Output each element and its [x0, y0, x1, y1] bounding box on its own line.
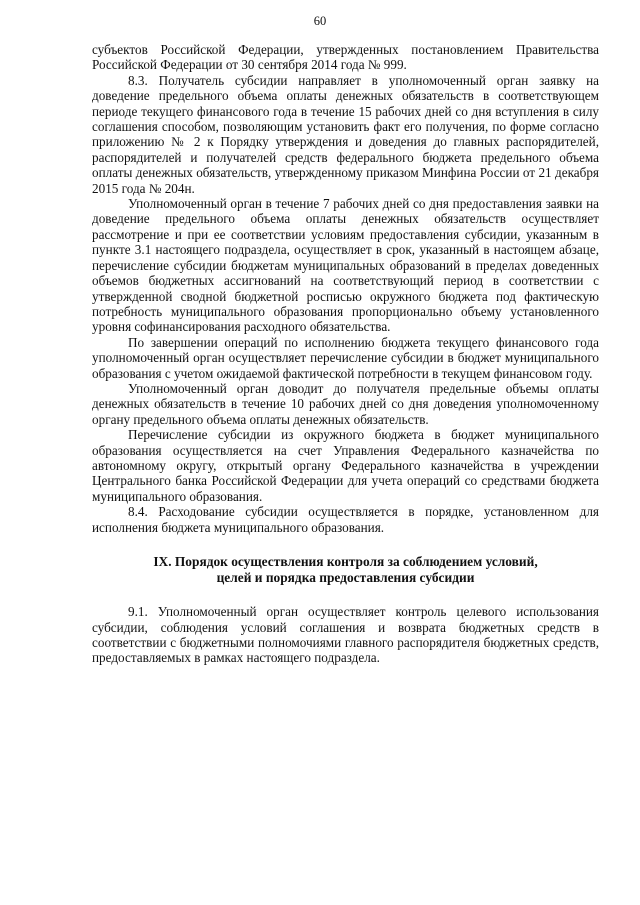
page-number: 60	[313, 14, 327, 28]
paragraph-9-1: 9.1. Уполномоченный орган осуществляет контроль целевого использования субсидии, соблюдения условий соглашения и возврата бюджетных средств в соответствии с бюджетными полномочиями главного распорядителя бюджетных средств, предоставляемых в рамках настоящего подраздела.	[92, 604, 599, 666]
section-heading-line-2: целей и порядка предоставления субсидии	[216, 569, 475, 585]
paragraph-8-3: 8.3. Получатель субсидии направляет в уполномоченный орган заявку на доведение предельного объема оплаты денежных обязательств в соответствующем периоде текущего финансового года в течение 15 рабочих дней со дня вступления в силу соглашения способом, позволяющим установить факт его получения, по форме согласно приложению № 2 к Порядку утверждения и доведения до главных распорядителей, распорядителей и получателей средств федерального бюджета предельного объема оплаты денежных обязательств, утвержденному приказом Минфина России от 21 декабря 2015 года № 204н.	[92, 72, 599, 196]
paragraph-8-4: 8.4. Расходование субсидии осуществляется в порядке, установленном для исполнения бюджета муниципального образования.	[92, 504, 599, 535]
document-body	[92, 42, 599, 666]
section-heading-line-1: IX. Порядок осуществления контроля за соблюдением условий,	[153, 554, 538, 569]
section-heading	[92, 554, 599, 585]
paragraph-limits: Уполномоченный орган доводит до получателя предельные объемы оплаты денежных обязательств в течение 10 рабочих дней со дня доведения уполномоченному органу предельного объема оплаты денежных обязательств.	[92, 380, 599, 427]
paragraph-continuation: субъектов Российской Федерации, утвержденных постановлением Правительства Российской Федерации от 30 сентября 2014 года № 999.	[92, 42, 599, 73]
paragraph-transfer: Перечисление субсидии из окружного бюджета в бюджет муниципального образования осуществляется на счет Управления Федерального казначейства по автономному округу, открытый органу Федерального казначейства в учреждении Центрального банка Российской Федерации для учета операций со средствами бюджета муниципального образования.	[92, 427, 599, 504]
paragraph-review: Уполномоченный орган в течение 7 рабочих дней со дня предоставления заявки на доведение предельного объема оплаты денежных обязательств осуществляет рассмотрение и при ее соответствии условиям предоставления субсидии, указанным в пункте 3.1 настоящего подраздела, осуществляет в срок, указанный в настоящем абзаце, перечисление субсидии бюджетам муниципальных образований в пределах доведенных объемов бюджетных ассигнований на соответствующий период в соответствии с утвержденной сводной бюджетной росписью окружного бюджета под фактическую потребность муниципального образования пропорционально объему установленного уровня софинансирования расходного обязательства.	[92, 196, 599, 335]
paragraph-completion: По завершении операций по исполнению бюджета текущего финансового года уполномоченный орган осуществляет перечисление субсидии в бюджет муниципального образования с учетом ожидаемой фактической потребности в текущем финансовом году.	[92, 334, 599, 381]
